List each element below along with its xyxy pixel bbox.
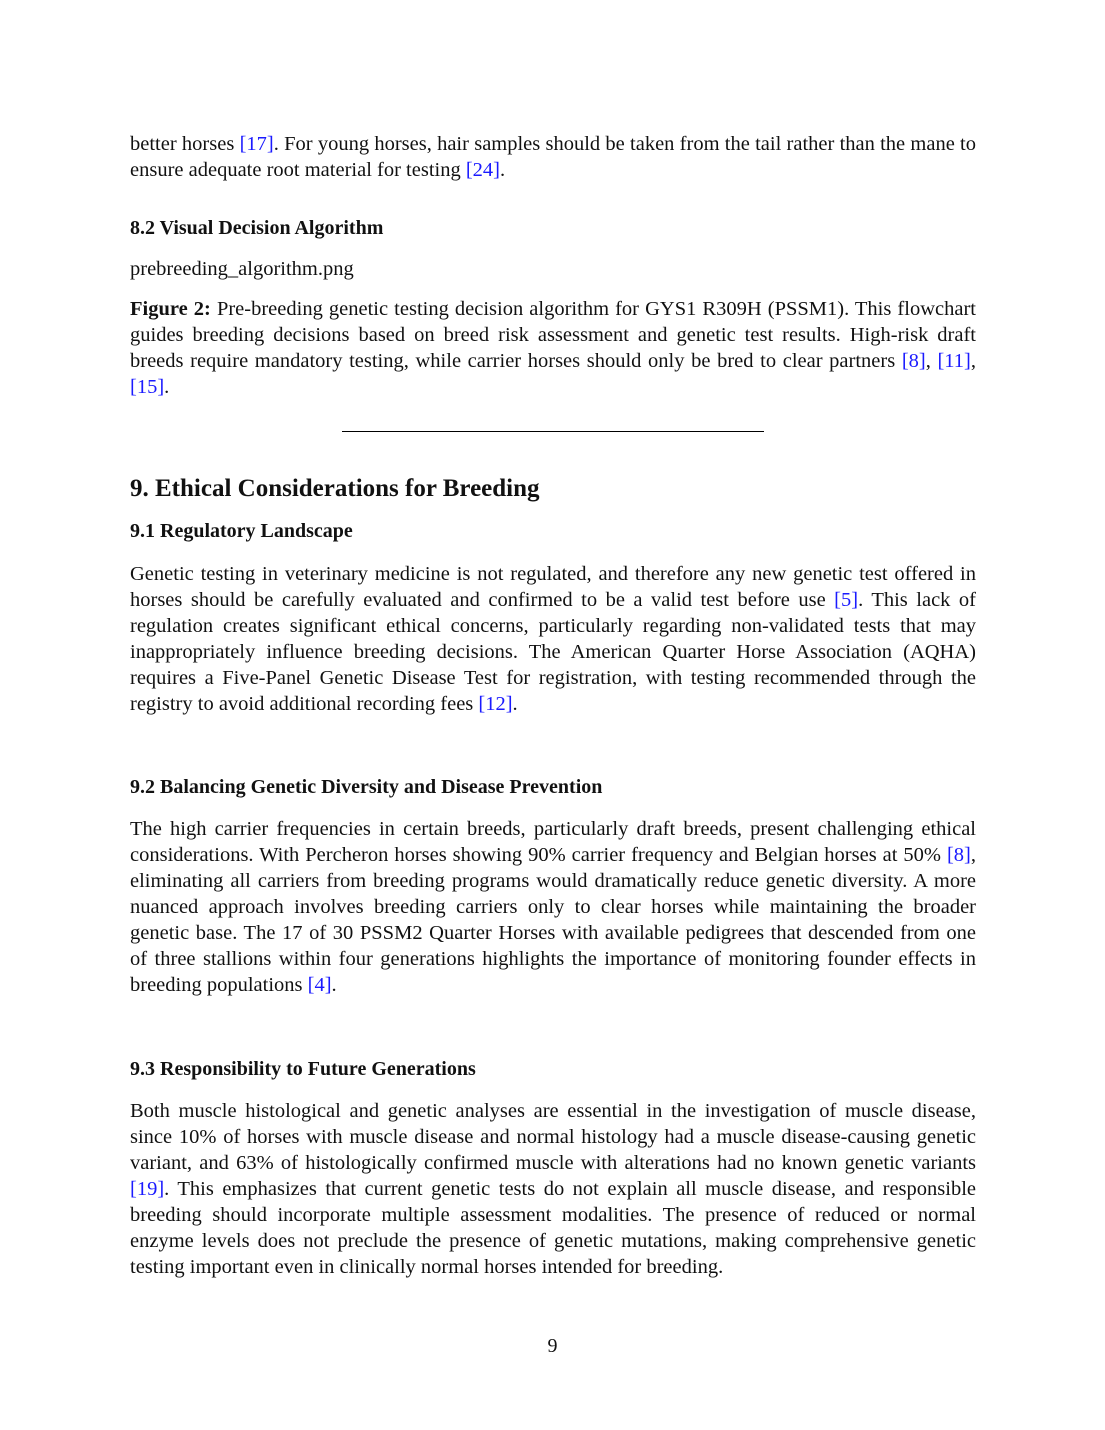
citation-link[interactable]: [19]: [130, 1178, 165, 1200]
text: .: [500, 159, 506, 181]
citation-link[interactable]: [8]: [946, 844, 971, 866]
figure-caption: [130, 296, 976, 400]
text: ,: [970, 350, 976, 372]
citation-link[interactable]: [5]: [834, 589, 859, 611]
citation-link[interactable]: [8]: [901, 350, 926, 372]
section-heading-9-1: 9.1 Regulatory Landscape: [130, 520, 353, 542]
text: . This emphasizes that current genetic tests do not explain all muscle disease, and responsible breeding should incorporate multiple assessment modalities. The presence of reduced or normal enzyme levels does not preclude the presence of genetic mutations, making comprehensive genetic testing important even in clinically normal horses intended for breeding.: [130, 1178, 976, 1278]
section-heading-9-2: 9.2 Balancing Genetic Diversity and Disease Prevention: [130, 776, 603, 798]
citation-link[interactable]: [4]: [307, 974, 332, 996]
page-number: 9: [547, 1335, 558, 1357]
text: , eliminating all carriers from breeding programs would dramatically reduce genetic diversity. A more nuanced approach involves breeding carriers only to clear horses while maintaining the broader genetic base. The 17 of 30 PSSM2 Quarter Horses with available pedigrees that descended from one of three stallions within four generations highlights the importance of monitoring founder effects in breeding populations: [130, 844, 976, 996]
text: Both muscle histological and genetic analyses are essential in the investigation of muscle disease, since 10% of horses with muscle disease and normal histology had a muscle disease-causing genetic variant, and 63% of histologically confirmed muscle with alterations had no known genetic variants: [130, 1100, 976, 1174]
citation-link[interactable]: [17]: [239, 133, 274, 155]
citation-link[interactable]: [12]: [478, 693, 513, 715]
paragraph-responsibility: [130, 1098, 976, 1280]
section-heading-8-2: 8.2 Visual Decision Algorithm: [130, 217, 384, 239]
paragraph-regulatory: [130, 561, 976, 717]
text: .: [164, 376, 170, 398]
intro-paragraph: [130, 131, 976, 183]
image-placeholder-filename: prebreeding_algorithm.png: [130, 258, 354, 280]
text: . For young horses, hair samples should be taken from the tail rather than the mane to ensure adequate root material for testing: [130, 133, 977, 181]
text: .: [512, 693, 518, 715]
section-heading-9: 9. Ethical Considerations for Breeding: [130, 475, 540, 502]
text: Pre-breeding genetic testing decision algorithm for GYS1 R309H (PSSM1). This flowchart guides breeding decisions based on breed risk assessment and genetic test results. High-risk draft breeds require mandatory testing, while carrier horses should only be bred to clear partners: [130, 298, 976, 372]
figure-label: Figure 2:: [130, 298, 211, 320]
section-divider: [342, 431, 764, 432]
citation-link[interactable]: [11]: [937, 350, 971, 372]
text: . This lack of regulation creates significant ethical concerns, particularly regarding non-validated tests that may inappropriately influence breeding decisions. The American Quarter Horse Association (AQHA) requires a Five-Panel Genetic Disease Test for registration, with testing recommended through the registry to avoid additional recording fees: [130, 589, 977, 715]
section-heading-9-3: 9.3 Responsibility to Future Generations: [130, 1058, 476, 1080]
citation-link[interactable]: [15]: [130, 376, 165, 398]
text: Genetic testing in veterinary medicine is not regulated, and therefore any new genetic test offered in horses should be carefully evaluated and confirmed to be a valid test before use: [130, 563, 976, 611]
citation-link[interactable]: [24]: [465, 159, 500, 181]
text: The high carrier frequencies in certain breeds, particularly draft breeds, present challenging ethical considerations. With Percheron horses showing 90% carrier frequency and Belgian horses at 50%: [130, 818, 976, 866]
text: .: [331, 974, 337, 996]
text: ,: [925, 350, 938, 372]
paragraph-diversity: [130, 816, 976, 998]
text: better horses: [130, 133, 240, 155]
